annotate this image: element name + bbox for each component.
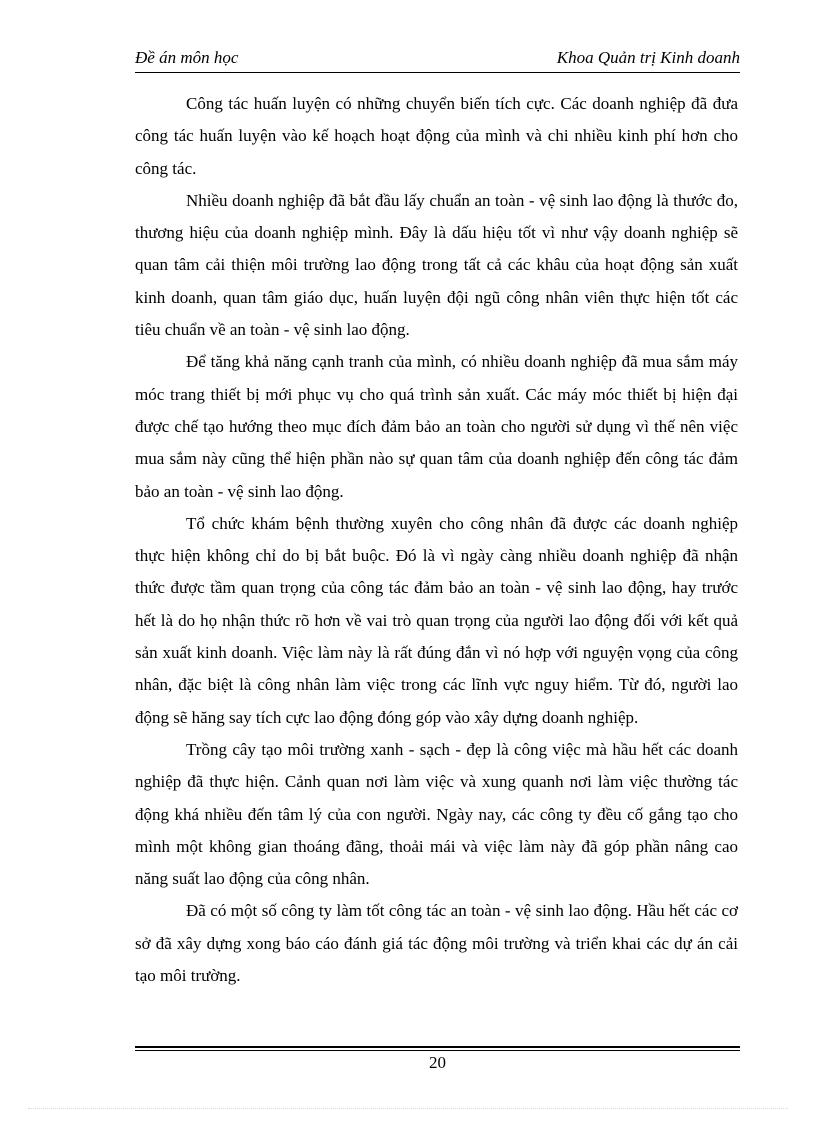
document-body bbox=[135, 88, 738, 992]
page-number: 20 bbox=[429, 1053, 446, 1072]
paragraph-training: Công tác huấn luyện có những chuyển biến tích cực. Các doanh nghiệp đã đưa công tác huấn luyện vào kế hoạch hoạt động của mình và chi nhiều kinh phí hơn cho công tác. bbox=[135, 94, 738, 178]
page-edge-divider bbox=[28, 1108, 788, 1109]
paragraph-companies: Đã có một số công ty làm tốt công tác an toàn - vệ sinh lao động. Hầu hết các cơ sở đã xây dựng xong báo cáo đánh giá tác động môi trường và triển khai các dự án cải tạo môi trường. bbox=[135, 901, 738, 986]
header-course-title: Đề án môn học bbox=[135, 48, 239, 67]
footer-divider-thick bbox=[135, 1046, 740, 1048]
page-footer bbox=[135, 1046, 740, 1073]
header-divider bbox=[135, 72, 740, 73]
header-faculty: Khoa Quản trị Kinh doanh bbox=[556, 48, 740, 67]
paragraph-safety-standard: Nhiều doanh nghiệp đã bắt đầu lấy chuẩn an toàn - vệ sinh lao động là thước đo, thương hiệu của doanh nghiệp mình. Đây là dấu hiệu tốt vì như vậy doanh nghiệp sẽ quan tâm cải thiện môi trường lao động trong tất cả các khâu của hoạt động sản xuất kinh doanh, quan tâm giáo dục, huấn luyện đội ngũ công nhân viên thực hiện tốt các tiêu chuẩn về an toàn - vệ sinh lao động. bbox=[135, 190, 738, 340]
paragraph-health-checks: Tổ chức khám bệnh thường xuyên cho công nhân đã được các doanh nghiệp thực hiện không chỉ do bị bắt buộc. Đó là vì ngày càng nhiều doanh nghiệp đã nhận thức được tầm quan trọng của công tác đảm bảo an toàn - vệ sinh lao động, hay trước hết là do họ nhận thức rõ hơn về vai trò quan trọng của người lao động đối với kết quả sản xuất kinh doanh. Việc làm này là rất đúng đắn vì nó hợp với nguyện vọng của công nhân, đặc biệt là công nhân làm việc trong các lĩnh vực nguy hiểm. Từ đó, người lao động sẽ hăng say tích cực lao động đóng góp vào xây dựng doanh nghiệp. bbox=[135, 513, 738, 727]
paragraph-equipment: Để tăng khả năng cạnh tranh của mình, có nhiều doanh nghiệp đã mua sắm máy móc trang thiết bị mới phục vụ cho quá trình sản xuất. Các máy móc thiết bị hiện đại được chế tạo hướng theo mục đích đảm bảo an toàn cho người sử dụng vì thế nên việc mua sắm này cũng thể hiện phần nào sự quan tâm của doanh nghiệp đến công tác đảm bảo an toàn - vệ sinh lao động. bbox=[135, 352, 738, 501]
footer-divider-thin bbox=[135, 1050, 740, 1051]
page-header bbox=[135, 46, 740, 74]
paragraph-green-environment: Trồng cây tạo môi trường xanh - sạch - đẹp là công việc mà hầu hết các doanh nghiệp đã thực hiện. Cảnh quan nơi làm việc và xung quanh nơi làm việc thường tác động khá nhiều đến tâm lý của con người. Ngày nay, các công ty đều cố gắng tạo cho mình một không gian thoáng đãng, thoải mái và việc làm này đã góp phần nâng cao năng suất lao động của công nhân. bbox=[135, 739, 738, 889]
